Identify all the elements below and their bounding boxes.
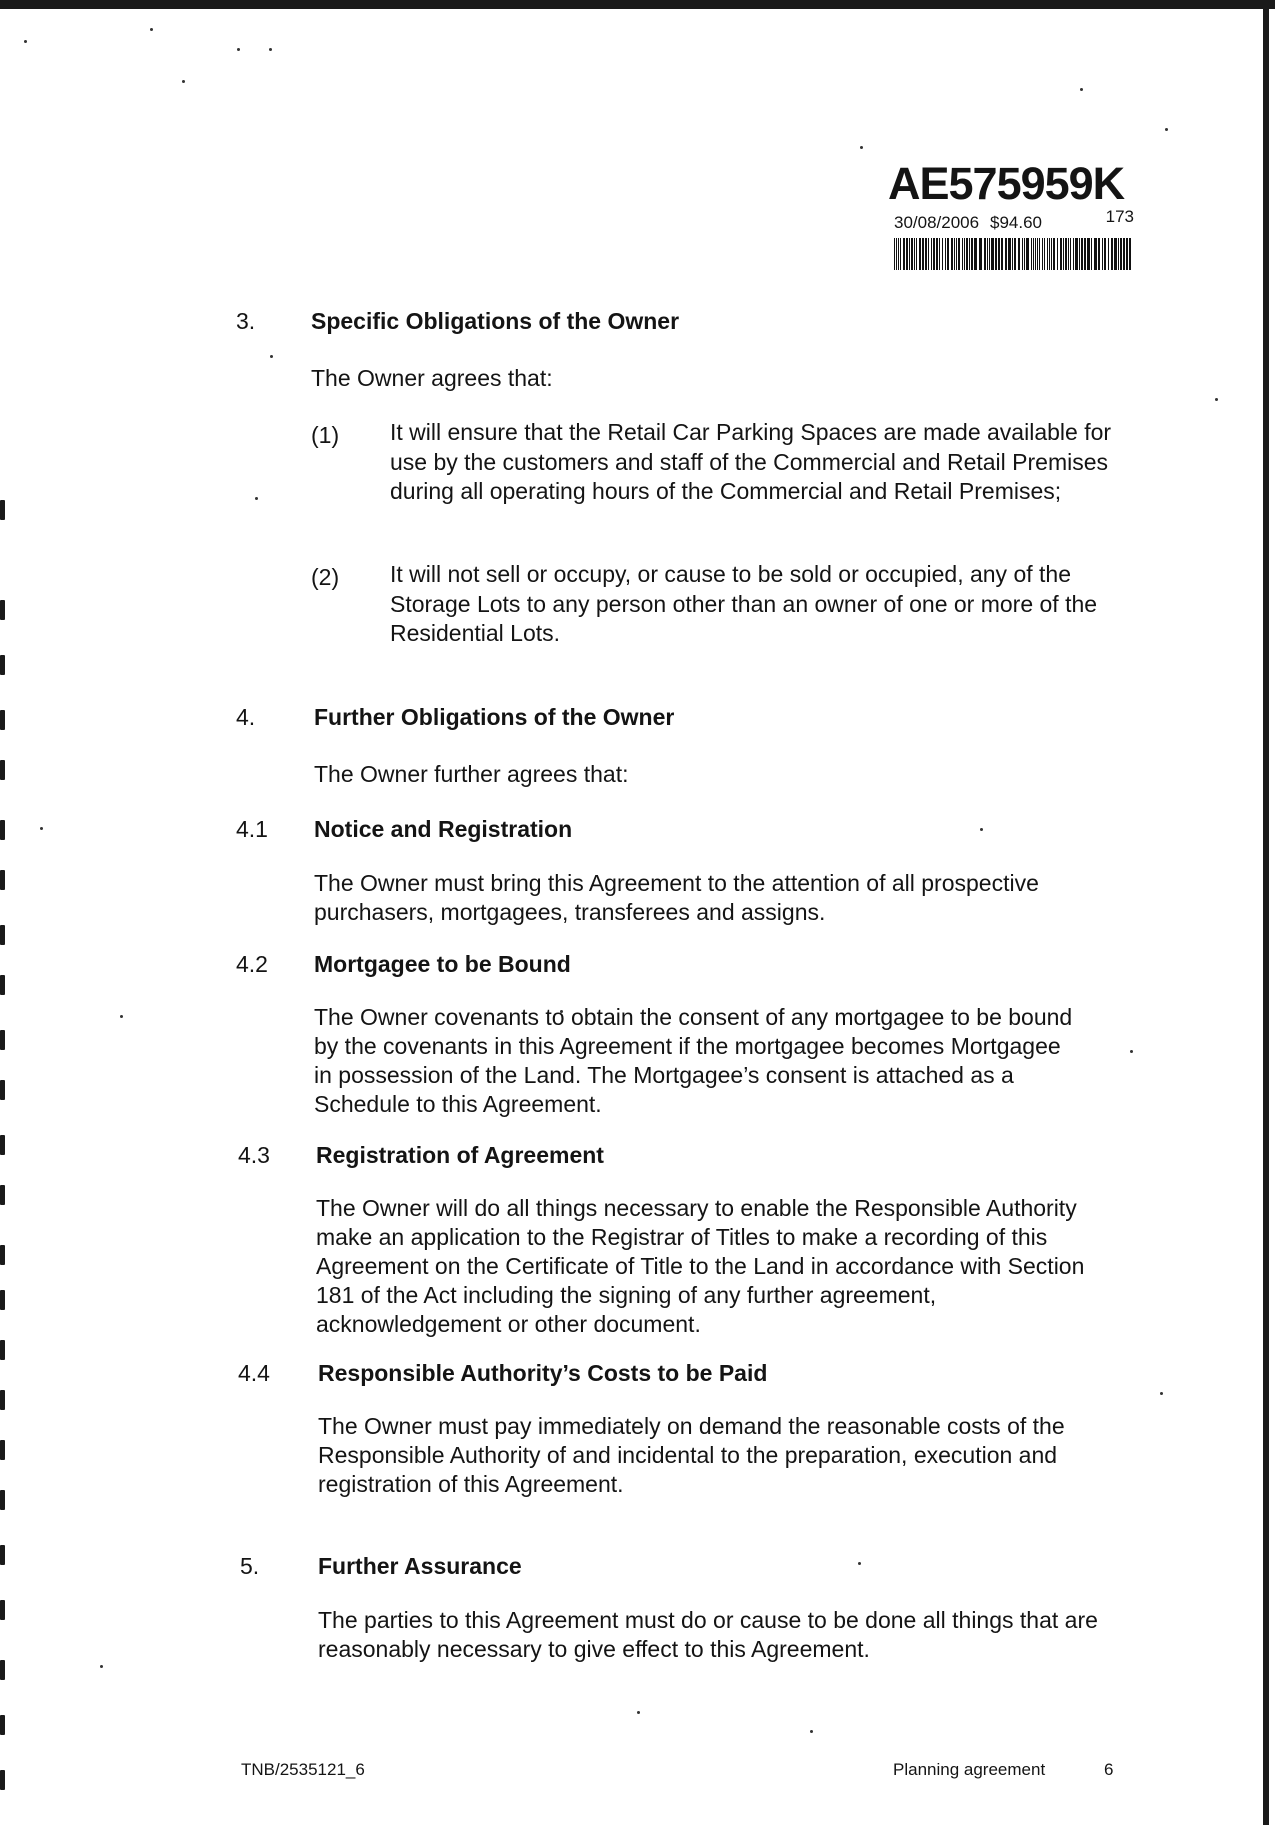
barcode-bar bbox=[1053, 238, 1055, 270]
scan-edge-mark bbox=[0, 1080, 5, 1100]
scan-edge-mark bbox=[0, 500, 5, 520]
barcode-bar bbox=[1087, 238, 1090, 270]
scan-speck bbox=[255, 497, 258, 500]
scan-edge-mark bbox=[0, 1440, 5, 1460]
barcode-bar bbox=[1108, 238, 1109, 270]
scan-right-border bbox=[1263, 8, 1269, 1825]
subsection-4-2-number: 4.2 bbox=[236, 951, 268, 977]
scan-edge-mark bbox=[0, 975, 5, 995]
barcode-bar bbox=[906, 238, 908, 270]
barcode-bar bbox=[1098, 238, 1100, 270]
barcode-bar bbox=[1001, 238, 1003, 270]
barcode-bar bbox=[987, 238, 988, 270]
barcode-bar bbox=[1063, 238, 1064, 270]
stamp-fee: $94.60 bbox=[990, 213, 1042, 232]
subsection-4-4-number: 4.4 bbox=[238, 1360, 270, 1386]
barcode-bar bbox=[1022, 238, 1023, 270]
scan-edge-mark bbox=[0, 1245, 5, 1265]
subsection-4-1-number: 4.1 bbox=[236, 816, 268, 842]
scan-edge-mark bbox=[0, 1600, 5, 1620]
barcode-bar bbox=[1104, 238, 1106, 270]
scan-speck bbox=[1160, 1392, 1163, 1395]
barcode-bar bbox=[1005, 238, 1007, 270]
barcode-bar bbox=[1051, 238, 1052, 270]
section-4-heading: Further Obligations of the Owner bbox=[314, 704, 675, 730]
barcode-bar bbox=[925, 238, 927, 270]
scan-edge-mark bbox=[0, 1770, 5, 1790]
scan-speck bbox=[270, 355, 273, 358]
stamp-meta bbox=[894, 207, 1134, 232]
barcode-bar bbox=[1079, 238, 1080, 270]
scan-speck bbox=[1080, 88, 1083, 91]
barcode-bar bbox=[1014, 238, 1016, 270]
barcode-bar bbox=[1012, 238, 1013, 270]
scan-edge-mark bbox=[0, 925, 5, 945]
section-4-number: 4. bbox=[236, 704, 256, 730]
scan-speck bbox=[237, 48, 240, 51]
barcode-bar bbox=[1075, 238, 1078, 270]
barcode-bar bbox=[1102, 238, 1103, 270]
barcode-bar bbox=[1111, 238, 1113, 270]
subsection-4-2-heading: Mortgagee to be Bound bbox=[314, 951, 571, 977]
stamp-barcode bbox=[894, 238, 1134, 270]
item-3-2-marker: (2) bbox=[311, 564, 340, 590]
barcode-bar bbox=[964, 238, 965, 270]
scan-top-border bbox=[0, 0, 1275, 9]
barcode-bar bbox=[1081, 238, 1083, 270]
scan-edge-mark bbox=[0, 1030, 5, 1050]
barcode-bar bbox=[979, 238, 982, 270]
barcode-bar bbox=[966, 238, 968, 270]
scan-speck bbox=[120, 1015, 123, 1018]
section-4-intro: The Owner further agrees that: bbox=[314, 761, 629, 787]
barcode-bar bbox=[1123, 238, 1125, 270]
barcode-bar bbox=[962, 238, 963, 270]
subsection-4-2-text: The Owner covenants to obtain the consent of any mortgagee to be bound by the covenants in this Agreement if the mortgagee becomes Mortgagee in possession of the Land. The Mortgagee’s consent is attached as a Schedule to this Agreement. bbox=[314, 1004, 1073, 1117]
scan-edge-mark bbox=[0, 870, 5, 890]
barcode-bar bbox=[991, 238, 994, 270]
scan-speck bbox=[269, 48, 272, 51]
barcode-bar bbox=[911, 238, 913, 270]
barcode-bar bbox=[1026, 238, 1029, 270]
section-3-intro: The Owner agrees that: bbox=[311, 365, 553, 391]
item-3-1-marker: (1) bbox=[311, 422, 340, 448]
stamp-date: 30/08/2006 bbox=[894, 213, 980, 232]
footer-page-number: 6 bbox=[1104, 1760, 1114, 1779]
subsection-4-1-text: The Owner must bring this Agreement to the attention of all prospective purchasers, mortgagees, transferees and assigns. bbox=[314, 870, 1039, 925]
scan-speck bbox=[858, 1562, 861, 1565]
barcode-bar bbox=[1008, 238, 1011, 270]
barcode-bar bbox=[947, 238, 949, 270]
scan-speck bbox=[100, 1665, 103, 1668]
scan-speck bbox=[40, 827, 43, 830]
barcode-bar bbox=[898, 238, 899, 270]
subsection-4-1-heading: Notice and Registration bbox=[314, 816, 573, 842]
barcode-bar bbox=[971, 238, 973, 270]
barcode-bar bbox=[1042, 238, 1043, 270]
subsection-4-4-heading: Responsible Authority’s Costs to be Paid bbox=[318, 1360, 768, 1386]
scan-edge-mark bbox=[0, 1490, 5, 1510]
subsection-4-3-text: The Owner will do all things necessary to enable the Responsible Authority make an application to the Registrar of Titles to make a recording of this Agreement on the Certificate of Title to the Land in accordance with Section 181 of the Act including the signing of any further agreement, acknowledgement or other document. bbox=[316, 1195, 1085, 1337]
subsection-4-3-number: 4.3 bbox=[238, 1142, 270, 1168]
barcode-bar bbox=[916, 238, 917, 270]
barcode-bar bbox=[896, 238, 897, 270]
scan-edge-mark bbox=[0, 1660, 5, 1680]
scan-edge-mark bbox=[0, 1390, 5, 1410]
barcode-bar bbox=[1031, 238, 1032, 270]
scan-edge-mark bbox=[0, 1715, 5, 1735]
barcode-bar bbox=[1065, 238, 1067, 270]
barcode-bar bbox=[1094, 238, 1097, 270]
barcode-bar bbox=[936, 238, 938, 270]
barcode-bar bbox=[1047, 238, 1048, 270]
barcode-bar bbox=[1049, 238, 1050, 270]
barcode-bar bbox=[1037, 238, 1038, 270]
barcode-bar bbox=[1057, 238, 1058, 270]
scan-edge-mark bbox=[0, 600, 5, 620]
scan-edge-mark bbox=[0, 710, 5, 730]
item-3-2-text: It will not sell or occupy, or cause to be sold or occupied, any of the Storage Lots to any person other than an owner of one or more of the Residential Lots. bbox=[390, 561, 1098, 646]
scan-edge-mark bbox=[0, 820, 5, 840]
barcode-bar bbox=[922, 238, 924, 270]
barcode-bar bbox=[1126, 238, 1128, 270]
barcode-bar bbox=[894, 238, 895, 270]
barcode-bar bbox=[1033, 238, 1034, 270]
barcode-bar bbox=[1070, 238, 1071, 270]
scan-speck bbox=[1215, 398, 1218, 401]
barcode-bar bbox=[995, 238, 997, 270]
barcode-bar bbox=[939, 238, 940, 270]
barcode-bar bbox=[954, 238, 955, 270]
barcode-bar bbox=[931, 238, 932, 270]
scan-speck bbox=[1130, 1050, 1133, 1053]
barcode-bar bbox=[1018, 238, 1020, 270]
item-3-1-text: It will ensure that the Retail Car Parking Spaces are made available for use by the customers and staff of the Commercial and Retail Premises during all operating hours of the Commercial and Retail Premises; bbox=[390, 419, 1112, 504]
subsection-4-4-text: The Owner must pay immediately on demand the reasonable costs of the Responsible Authority of and incidental to the preparation, execution and registration of this Agreement. bbox=[318, 1413, 1065, 1497]
barcode-bar bbox=[1024, 238, 1025, 270]
barcode-bar bbox=[909, 238, 910, 270]
barcode-bar bbox=[1118, 238, 1119, 270]
scan-edge-mark bbox=[0, 1340, 5, 1360]
barcode-bar bbox=[1084, 238, 1086, 270]
barcode-bar bbox=[1060, 238, 1062, 270]
barcode-bar bbox=[951, 238, 953, 270]
barcode-bar bbox=[1114, 238, 1117, 270]
scan-edge-mark bbox=[0, 1135, 5, 1155]
barcode-bar bbox=[945, 238, 946, 270]
barcode-bar bbox=[958, 238, 960, 270]
registration-stamp bbox=[888, 158, 1140, 318]
scan-speck bbox=[150, 28, 153, 31]
scan-edge-mark bbox=[0, 1545, 5, 1565]
footer-reference: TNB/2535121_6 bbox=[241, 1760, 365, 1779]
scan-speck bbox=[24, 40, 27, 43]
subsection-4-3-heading: Registration of Agreement bbox=[316, 1142, 604, 1168]
barcode-bar bbox=[933, 238, 935, 270]
barcode-bar bbox=[1039, 238, 1040, 270]
barcode-bar bbox=[1035, 238, 1036, 270]
scan-speck bbox=[1165, 128, 1168, 131]
scan-edge-mark bbox=[0, 1290, 5, 1310]
barcode-bar bbox=[900, 238, 901, 270]
barcode-bar bbox=[919, 238, 921, 270]
scan-speck bbox=[637, 1711, 640, 1714]
barcode-bar bbox=[942, 238, 943, 270]
barcode-bar bbox=[974, 238, 977, 270]
section-5-number: 5. bbox=[240, 1553, 260, 1579]
stamp-code: AE575959K bbox=[888, 158, 1125, 209]
section-5-text: The parties to this Agreement must do or cause to be done all things that are reasonably necessary to give effect to this Agreement. bbox=[318, 1607, 1098, 1662]
barcode-bar bbox=[1129, 238, 1131, 270]
barcode-bar bbox=[998, 238, 1000, 270]
scan-edge-mark bbox=[0, 655, 5, 675]
barcode-bar bbox=[956, 238, 957, 270]
barcode-bar bbox=[928, 238, 929, 270]
barcode-bar bbox=[969, 238, 970, 270]
scan-speck bbox=[182, 80, 185, 83]
barcode-bar bbox=[1044, 238, 1045, 270]
barcode-bar bbox=[989, 238, 990, 270]
barcode-bar bbox=[903, 238, 905, 270]
stamp-count: 173 bbox=[1105, 207, 1134, 226]
scan-speck bbox=[860, 146, 863, 149]
barcode-bar bbox=[1120, 238, 1122, 270]
barcode-bar bbox=[984, 238, 986, 270]
barcode-bar bbox=[1091, 238, 1092, 270]
scan-edge-mark bbox=[0, 1185, 5, 1205]
barcode-bar bbox=[1073, 238, 1074, 270]
section-3-number: 3. bbox=[236, 308, 256, 334]
scan-speck bbox=[980, 828, 983, 831]
section-5-heading: Further Assurance bbox=[318, 1553, 522, 1579]
scan-speck bbox=[810, 1730, 813, 1733]
barcode-bar bbox=[914, 238, 915, 270]
barcode-bar bbox=[1068, 238, 1069, 270]
section-3-heading: Specific Obligations of the Owner bbox=[311, 308, 680, 334]
scan-edge-mark bbox=[0, 760, 5, 780]
footer-document-name: Planning agreement bbox=[893, 1760, 1046, 1779]
